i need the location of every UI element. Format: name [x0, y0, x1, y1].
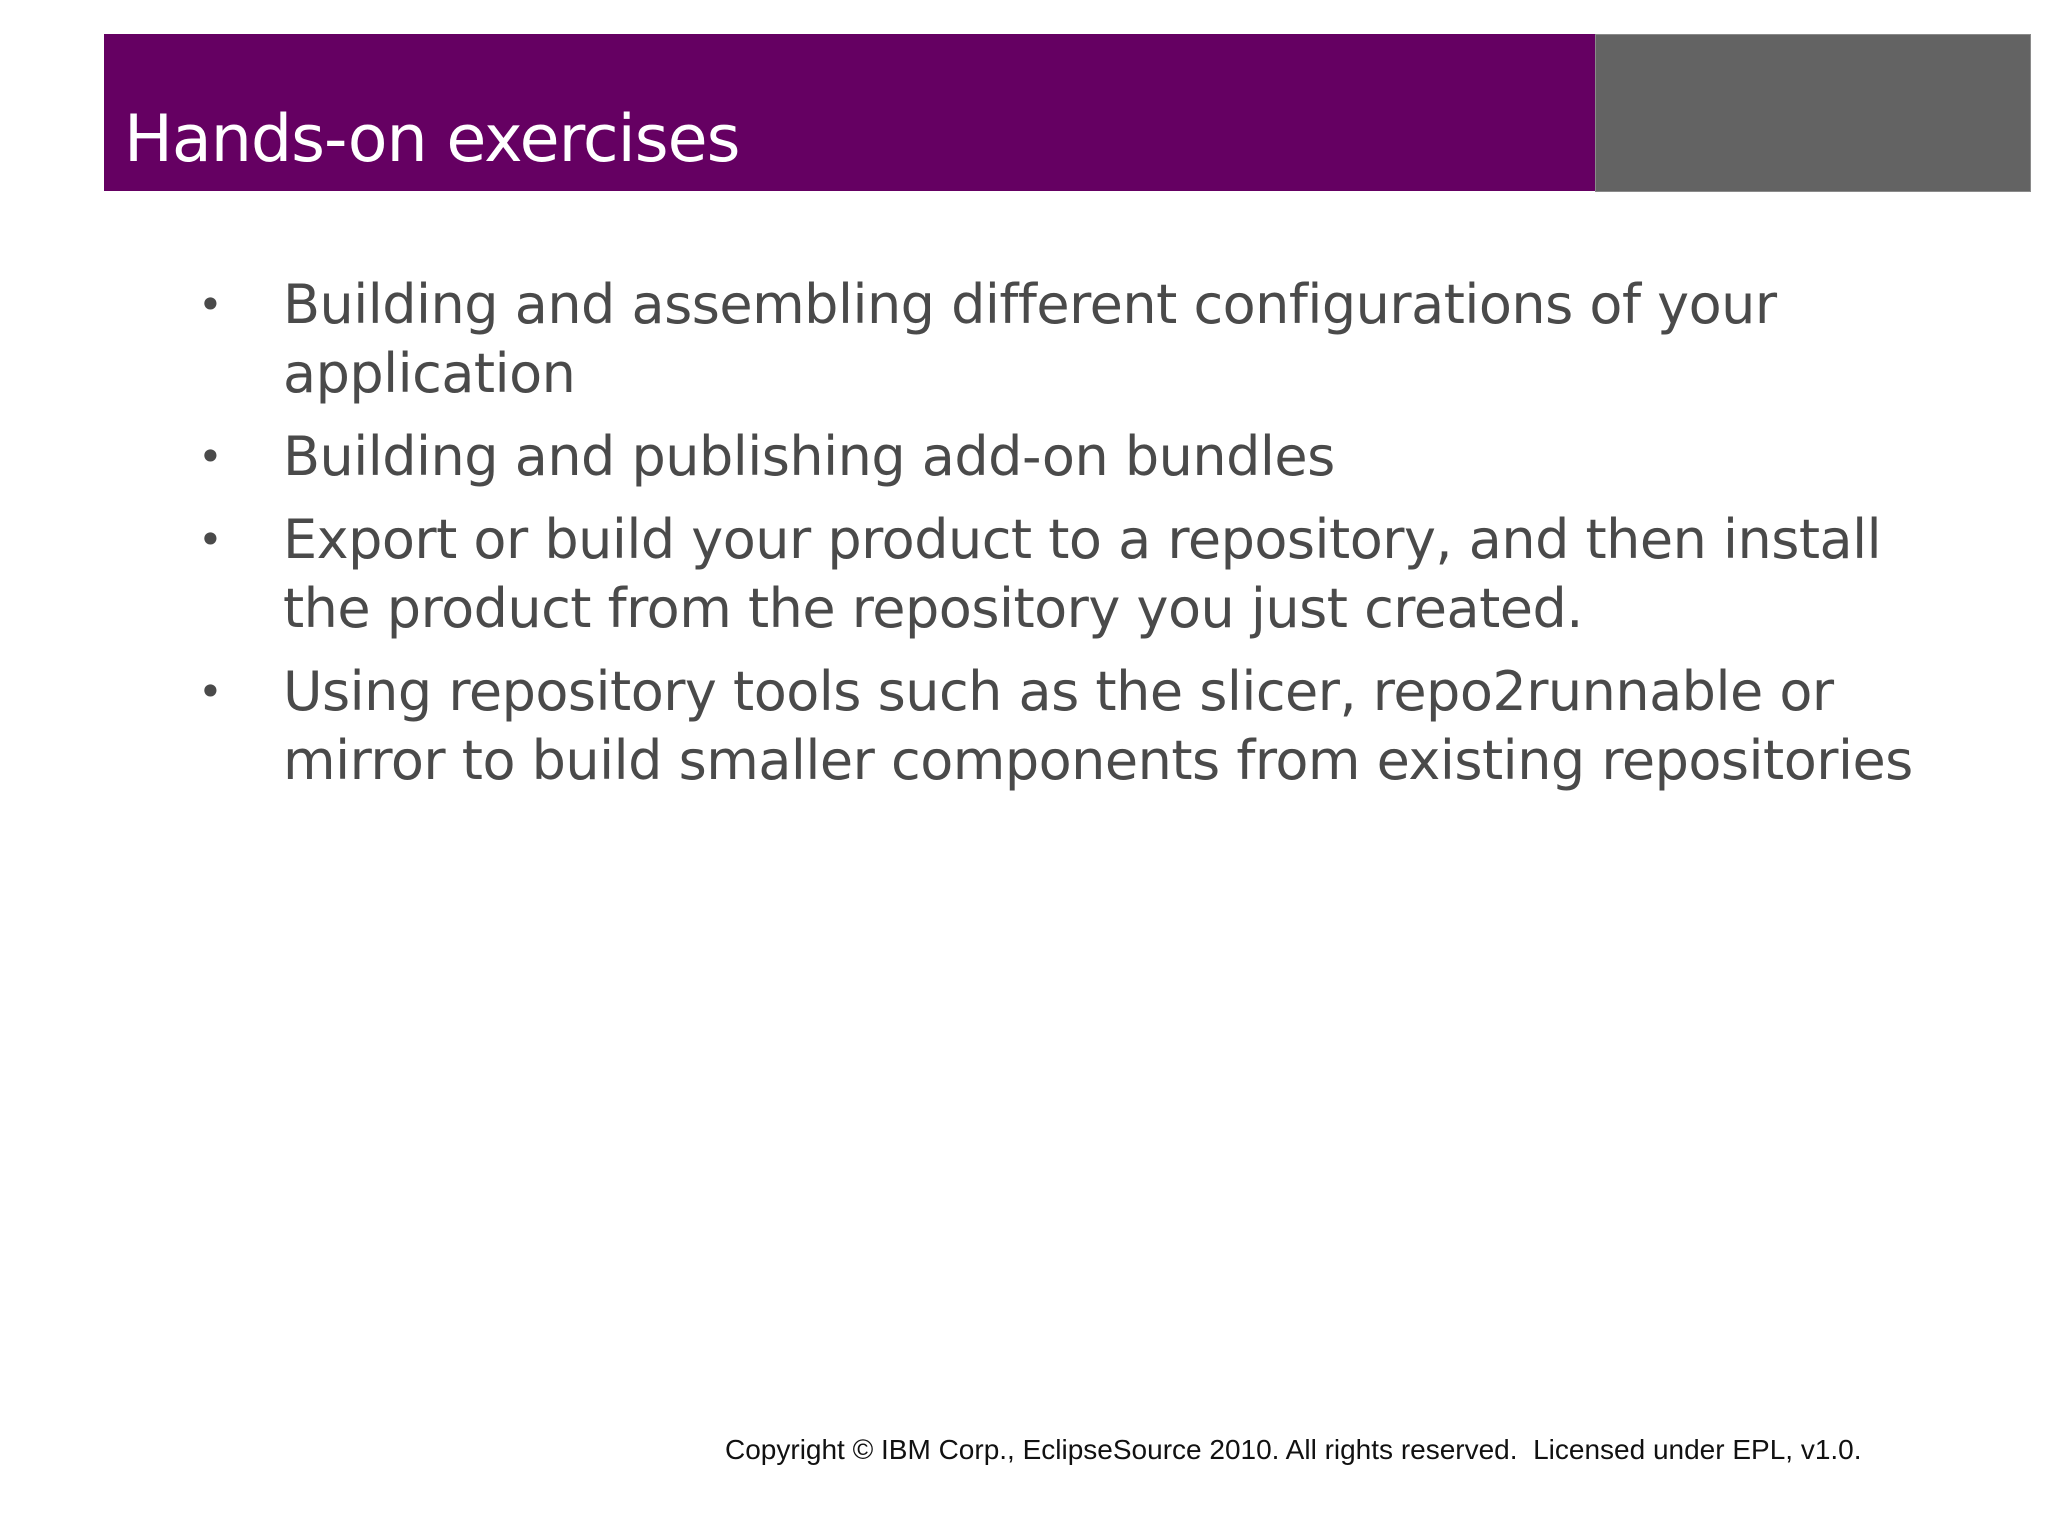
slide-title: Hands-on exercises: [124, 102, 740, 177]
bullet-item: [198, 270, 1968, 408]
bullet-dot-icon: •: [198, 515, 223, 564]
header-accent-block: [1595, 34, 2031, 192]
bullet-item: [198, 505, 1968, 643]
bullet-text: Building and assembling different configurations of your application: [283, 273, 1777, 405]
bullet-dot-icon: •: [198, 432, 223, 481]
bullet-dot-icon: •: [198, 667, 223, 716]
bullet-text: Export or build your product to a repository, and then install the product from the repository you just created.: [283, 508, 1882, 640]
copyright-footer: Copyright © IBM Corp., EclipseSource 2010. All rights reserved. Licensed under EPL, v1.0.: [725, 1434, 1862, 1465]
bullet-list: [198, 270, 1968, 809]
bullet-dot-icon: •: [198, 280, 223, 329]
bullet-text: Using repository tools such as the slicer, repo2runnable or mirror to build smaller components from existing repositories: [283, 660, 1913, 792]
bullet-text: Building and publishing add-on bundles: [283, 425, 1335, 488]
bullet-item: [198, 422, 1968, 491]
bullet-item: [198, 657, 1968, 795]
